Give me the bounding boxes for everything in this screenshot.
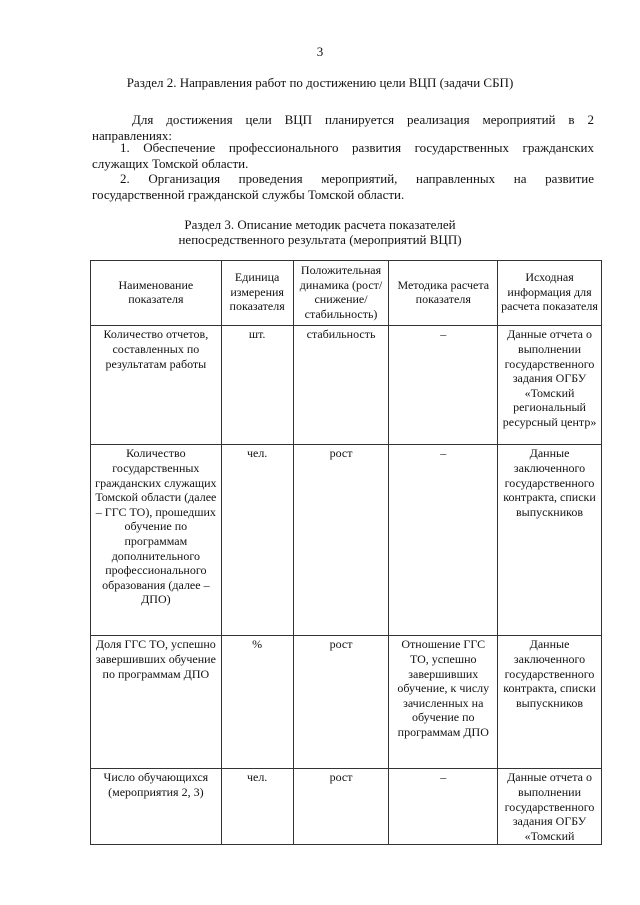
table-row <box>91 326 602 445</box>
table-header-row <box>91 261 602 326</box>
indicators-table <box>90 260 602 845</box>
cell-unit: шт. <box>221 326 293 445</box>
section-2-intro: Для достижения цели ВЦП планируется реализация мероприятий в 2 направлениях: <box>92 112 594 143</box>
cell-unit: % <box>221 636 293 769</box>
table-row <box>91 769 602 845</box>
cell-indicator-name: Количество государственных гражданских служащих Томской области (далее – ГГС ТО), прошедших обучение по программам дополнительного профессионального образования (далее – ДПО) <box>91 445 222 636</box>
cell-source: Данные заключенного государственного контракта, списки выпускников <box>498 445 602 636</box>
header-method: Методика расчета показателя <box>389 261 498 326</box>
table-row <box>91 636 602 769</box>
header-dynamics: Положительная динамика (рост/снижение/ стабильность) <box>293 261 389 326</box>
cell-unit: чел. <box>221 769 293 845</box>
cell-dynamics: рост <box>293 636 389 769</box>
cell-source: Данные отчета о выполнении государственного задания ОГБУ «Томский региональный ресурсный центр» <box>498 326 602 445</box>
section-3-title-line1: Раздел 3. Описание методик расчета показателей <box>184 217 456 232</box>
cell-source: Данные отчета о выполнении государственного задания ОГБУ «Томский <box>498 769 602 845</box>
cell-indicator-name: Доля ГГС ТО, успешно завершивших обучение по программам ДПО <box>91 636 222 769</box>
section-3-title <box>0 217 640 247</box>
cell-dynamics: рост <box>293 769 389 845</box>
page-number: 3 <box>316 44 324 59</box>
cell-method: – <box>389 326 498 445</box>
cell-dynamics: рост <box>293 445 389 636</box>
section-2-title: Раздел 2. Направления работ по достижению цели ВЦП (задачи СБП) <box>126 75 514 90</box>
cell-method: – <box>389 445 498 636</box>
cell-method: – <box>389 769 498 845</box>
direction-item-2: 2. Организация проведения мероприятий, направленных на развитие государственной гражданской службы Томской области. <box>92 171 594 202</box>
cell-indicator-name: Количество отчетов, составленных по результатам работы <box>91 326 222 445</box>
header-source: Исходная информация для расчета показателя <box>498 261 602 326</box>
header-unit: Единица измерения показателя <box>221 261 293 326</box>
table-row <box>91 445 602 636</box>
cell-indicator-name: Число обучающихся (мероприятия 2, 3) <box>91 769 222 845</box>
cell-method: Отношение ГГС ТО, успешно завершивших обучение, к числу зачисленных на обучение по программам ДПО <box>389 636 498 769</box>
header-indicator-name: Наименование показателя <box>91 261 222 326</box>
direction-item-1: 1. Обеспечение профессионального развития государственных гражданских служащих Томской области. <box>92 140 594 171</box>
cell-dynamics: стабильность <box>293 326 389 445</box>
cell-unit: чел. <box>221 445 293 636</box>
cell-source: Данные заключенного государственного контракта, списки выпускников <box>498 636 602 769</box>
section-3-title-line2: непосредственного результата (мероприятий ВЦП) <box>178 232 462 247</box>
